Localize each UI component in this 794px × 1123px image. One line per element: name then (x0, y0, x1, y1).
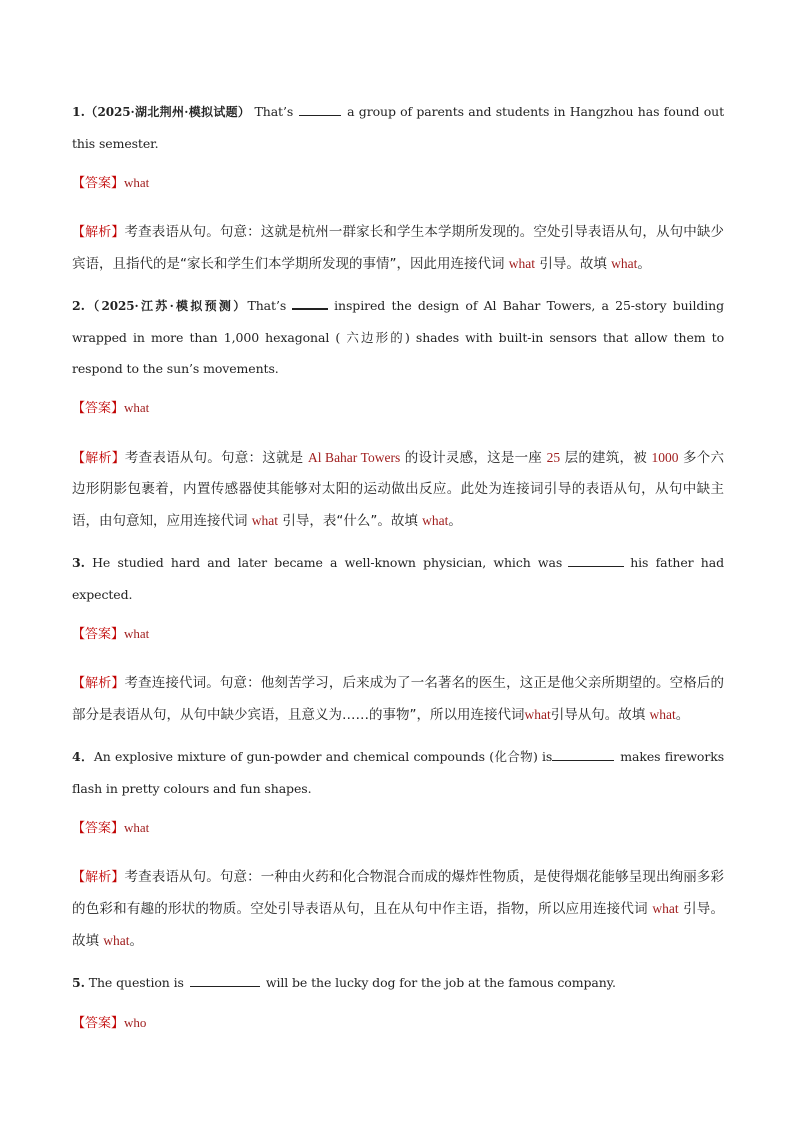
analysis-text: 多个六边形阴影包裹着，内置传感器使其能够对太阳的运动做出反应。此处为连接词引导的表语从句，从句中缺主语，由句意知，应用连接代词 (72, 450, 724, 529)
answer-blank (299, 103, 341, 116)
analysis-keyword: Al Bahar Towers (307, 450, 401, 465)
question-stem-after: makes fireworks flash in pretty colours and fun shapes. (72, 749, 725, 796)
question-stem-before: That’s (254, 104, 294, 119)
answer-label: 【答案】 (72, 627, 125, 642)
answer-value: what (124, 820, 150, 835)
question-stem-before: The question is (88, 975, 184, 990)
answer-label: 【答案】 (72, 821, 125, 836)
analysis-keyword: what (251, 513, 279, 528)
question-text (72, 741, 724, 804)
answer-blank (568, 554, 624, 567)
question-stem-after: a group of parents and students in Hangzhou has found out this semester. (72, 104, 725, 151)
analysis-keyword: 25 (546, 450, 561, 465)
analysis-text: 。 (129, 933, 144, 949)
analysis-keyword: what (652, 901, 679, 916)
question-3 (72, 547, 724, 731)
question-number: 2. (72, 298, 85, 313)
worksheet-page (72, 96, 724, 1057)
analysis-text: 考查表语从句。句意：一种由火药和化合物混合而成的爆炸性物质，是使得烟花能够呈现出绚丽多彩的色彩和有趣的形状的物质。空处引导表语从句，且在从句中作主语，指物，所以应用连接代词 (72, 869, 724, 917)
analysis-keyword: 1000 (651, 450, 679, 465)
analysis-text: 。 (675, 707, 690, 723)
analysis-paragraph (72, 668, 724, 731)
analysis-text: 考查连接代词。句意：他刻苦学习，后来成为了一名著名的医生，这正是他父亲所期望的。空格后的部分是表语从句，从句中缺少宾语，且意义为……的事物”，所以用连接代词 (72, 675, 724, 723)
answer-value: what (124, 175, 150, 190)
answer-blank (292, 296, 328, 310)
answer-line (72, 624, 724, 645)
analysis-text: 引导。故填 (535, 256, 612, 272)
answer-value: who (124, 1015, 147, 1030)
question-text (72, 290, 724, 384)
analysis-keyword: what (524, 707, 551, 722)
answer-label: 【答案】 (72, 1016, 125, 1031)
question-text (72, 96, 724, 159)
answer-value: what (124, 626, 150, 641)
analysis-text: 考查表语从句。句意：这就是 (124, 450, 308, 466)
question-stem-before: An explosive mixture of gun-powder and chemical compounds (化合物) is (93, 749, 553, 764)
answer-value: what (124, 400, 150, 415)
analysis-text: 引导。故填 (72, 901, 724, 949)
question-stem-after: his father had expected. (72, 555, 725, 602)
answer-label: 【答案】 (72, 401, 125, 416)
question-stem-before: That’s (247, 298, 287, 313)
question-2 (72, 290, 724, 537)
analysis-text: 层的建筑，被 (560, 450, 652, 466)
analysis-keyword: what (422, 513, 449, 528)
question-source: （2025·江苏·模拟预测） (84, 299, 248, 313)
question-text (72, 967, 724, 999)
question-4 (72, 741, 724, 957)
analysis-keyword: what (103, 933, 130, 948)
analysis-keyword: what (508, 256, 536, 271)
answer-blank (190, 974, 260, 987)
analysis-text: 考查表语从句。句意：这就是杭州一群家长和学生本学期所发现的。空处引导表语从句，从句中缺少宾语，且指代的是“家长和学生们本学期所发现的事情”，因此用连接代词 (72, 224, 724, 272)
question-stem-after: will be the lucky dog for the job at the famous company. (265, 975, 616, 990)
answer-blank (552, 748, 614, 761)
answer-line (72, 1013, 724, 1034)
question-stem-after: inspired the design of Al Bahar Towers, a 25-story building wrapped in more than 1,000 hexagonal ( 六边形的) shades with built-in sensors that allow them to respond to the sun’s movements. (72, 298, 724, 376)
analysis-label: 【解析】 (72, 225, 125, 240)
analysis-paragraph (72, 442, 724, 537)
question-number: 3. (72, 555, 85, 570)
analysis-paragraph (72, 862, 724, 957)
analysis-text: 的设计灵感，这是一座 (400, 450, 547, 466)
question-number: 5. (72, 975, 85, 990)
analysis-label: 【解析】 (72, 676, 125, 691)
analysis-text: 引导从句。故填 (550, 707, 650, 723)
analysis-label: 【解析】 (72, 870, 125, 885)
answer-line (72, 398, 724, 419)
question-number: 4． (72, 749, 94, 764)
question-stem-before: He studied hard and later became a well-known physician, which was (92, 555, 563, 570)
analysis-text: 。 (448, 513, 462, 529)
question-1 (72, 96, 724, 280)
analysis-paragraph (72, 217, 724, 280)
answer-label: 【答案】 (72, 176, 125, 191)
analysis-text: 引导，表“什么”。故填 (278, 513, 423, 529)
question-source: （2025·湖北荆州·模拟试题） (84, 105, 251, 119)
analysis-keyword: what (649, 707, 676, 722)
analysis-text: 。 (637, 256, 651, 272)
analysis-label: 【解析】 (72, 451, 125, 466)
question-number: 1. (72, 104, 85, 119)
analysis-keyword: what (611, 256, 638, 271)
answer-line (72, 818, 724, 839)
answer-line (72, 173, 724, 194)
question-5 (72, 967, 724, 1034)
question-text (72, 547, 724, 610)
